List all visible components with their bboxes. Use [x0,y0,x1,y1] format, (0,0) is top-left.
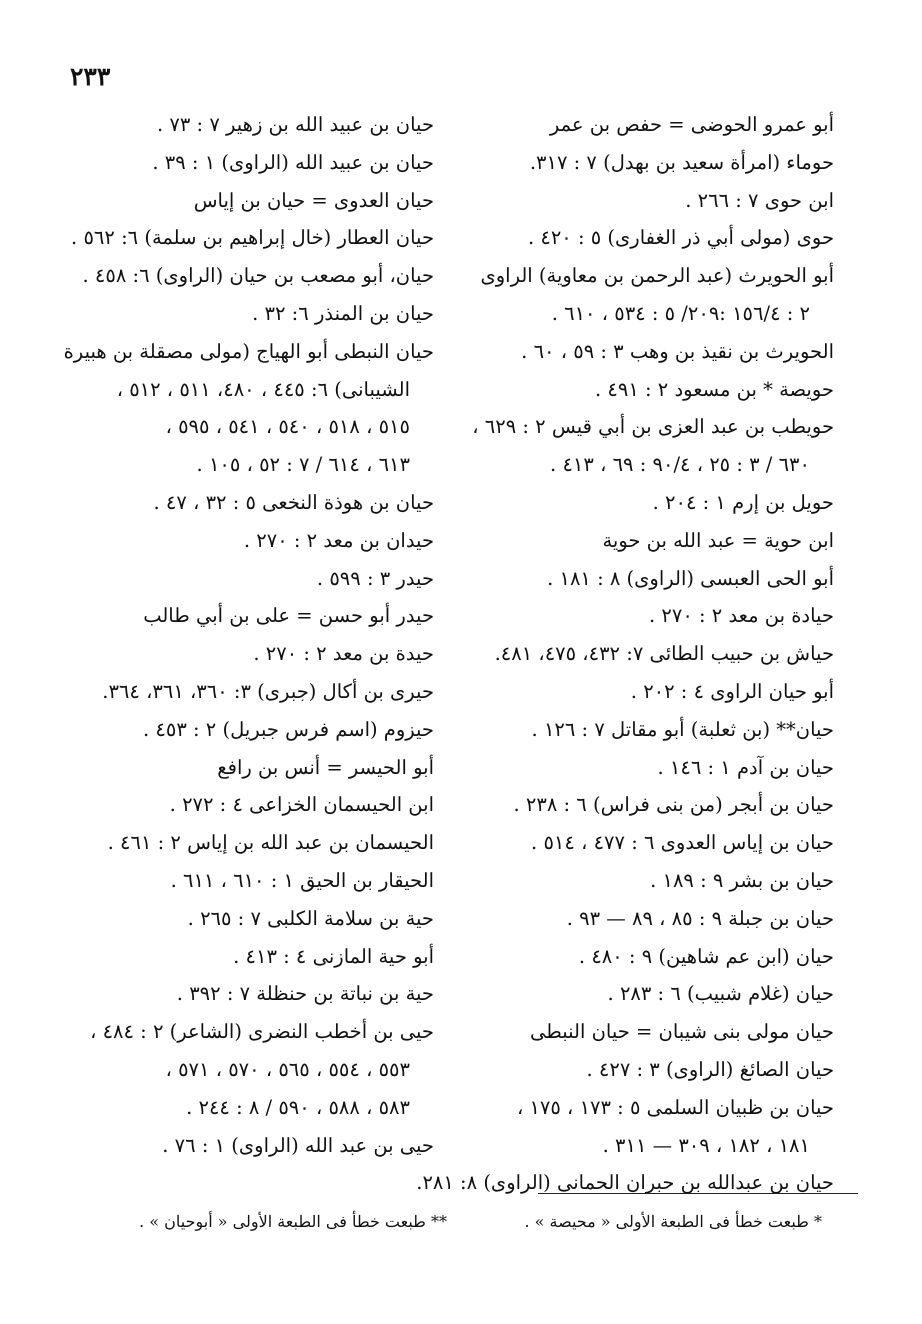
index-entry: أبو الحيسر = أنس بن رافع [217,755,434,779]
index-entry: حويصة * بن مسعود ٢ : ٤٩١ . [594,377,834,401]
index-entry-continuation: الشيبانى) ٦: ٤٤٥ ، ٤٨٠، ٥١١ ، ٥١٢ ، [116,377,410,401]
index-entry: حيان، أبو مصعب بن حيان (الراوى) ٦: ٤٥٨ . [82,264,434,288]
index-entry: حية بن سلامة الكلبى ٧ : ٢٦٥ . [187,906,434,930]
index-entry: حويطب بن عبد العزى بن أبي قيس ٢ : ٦٢٩ ، [472,415,834,439]
index-entry: حيان بن آدم ١ : ١٤٦ . [657,755,834,779]
index-entry: حيى بن عبد الله (الراوى) ١ : ٧٦ . [162,1133,434,1157]
footnote-divider [538,1193,858,1194]
index-entry: أبو حيان الراوى ٤ : ٢٠٢ . [630,679,834,703]
index-entry: حيادة بن معد ٢ : ٢٧٠ . [648,604,834,628]
index-entry: الحويرث بن نقيذ بن وهب ٣ : ٥٩ ، ٦٠ . [521,339,834,363]
index-entry: حيان بن بشر ٩ : ١٨٩ . [650,868,834,892]
index-entry: ابن الحيسمان الخزاعى ٤ : ٢٧٢ . [169,793,434,817]
index-entry: حيان بن عبيد الله (الراوى) ١ : ٣٩ . [152,150,434,174]
index-entry: أبو حية المازنى ٤ : ٤١٣ . [233,944,434,968]
index-entry: حيان النبطى أبو الهياج (مولى مصقلة بن هبيرة [63,339,434,363]
index-entry: حيان بن المنذر ٦: ٣٢ . [252,301,434,325]
index-entry: حيان الصائغ (الراوى) ٣ : ٤٢٧ . [586,1057,834,1081]
index-entry-continuation: ٢ : ١٥٦/٤ :٢٠٩/ ٥ : ٥٣٤ ، ٦١٠ . [551,301,810,325]
index-column-right [416,106,834,1202]
index-entry: حيان بن أبجر (من بنى فراس) ٦ : ٢٣٨ . [513,793,834,817]
index-entry: حيان بن عبيد الله بن زهير ٧ : ٧٣ . [157,113,434,136]
index-entry-continuation: ٥٨٣ ، ٥٨٨ ، ٥٩٠ / ٨ : ٢٤٤ . [186,1095,410,1119]
index-entry: حيدر ٣ : ٥٩٩ . [316,566,434,590]
index-entry-continuation: ٥١٥ ، ٥١٨ ، ٥٤٠ ، ٥٤١ ، ٥٩٥ ، [165,415,410,439]
index-entry: حيدة بن معد ٢ : ٢٧٠ . [253,642,434,666]
index-entry: أبو الحويرث (عبد الرحمن بن معاوية) الراوى [480,264,834,288]
index-entry: الحيقار بن الحيق ١ : ٦١٠ ، ٦١١ . [170,868,434,892]
index-entry: حيان (ابن عم شاهين) ٩ : ٤٨٠ . [578,944,834,968]
index-entry: حيان بن عبدالله بن حبران الحمانى (الراوى) ٨: ٢٨١. [416,1171,834,1195]
index-entry: حيان مولى بنى شيبان = حيان النبطى [530,1020,834,1044]
index-entry: حيان (غلام شبيب) ٦ : ٢٨٣ . [607,982,834,1006]
index-entry: حويل بن إرم ١ : ٢٠٤ . [652,490,834,514]
footnote-double-asterisk: ** طبعت خطأ فى الطبعة الأولى « أبوحيان » . [139,1212,447,1231]
index-entry: حيان بن جبلة ٩ : ٨٥ ، ٨٩ — ٩٣ . [566,906,834,930]
index-entry: حيان العدوى = حيان بن إياس [193,188,434,212]
index-entry-continuation: ١٨١ ، ١٨٢ ، ٣٠٩ — ٣١١ . [602,1133,810,1157]
index-entry: الحيسمان بن عبد الله بن إياس ٢ : ٤٦١ . [107,831,434,855]
index-entry: حيدر أبو حسن = على بن أبي طالب [143,604,434,628]
index-entry: حيان بن ظبيان السلمى ٥ : ١٧٣ ، ١٧٥ ، [516,1095,834,1119]
index-entry: أبو عمرو الحوضى = حفص بن عمر [549,113,834,136]
index-entry: حيزوم (اسم فرس جبريل) ٢ : ٤٥٣ . [143,717,434,741]
index-column-left [56,106,434,1164]
index-entry: ابن حوى ٧ : ٢٦٦ . [685,188,834,212]
index-entry-continuation: ٥٥٣ ، ٥٥٤ ، ٥٦٥ ، ٥٧٠ ، ٥٧١ ، [165,1057,410,1081]
index-entry: حيدان بن معد ٢ : ٢٧٠ . [243,528,434,552]
index-entry: حيرى بن أكال (جبرى) ٣: ٣٦٠، ٣٦١، ٣٦٤. [102,679,434,703]
index-entry: ابن حوية = عبد الله بن حوية [602,528,834,552]
index-entry: حية بن نباتة بن حنظلة ٧ : ٣٩٢ . [176,982,434,1006]
index-entry: حياش بن حبيب الطائى ٧: ٤٣٢، ٤٧٥، ٤٨١. [494,642,834,666]
index-entry: حيان العطار (خال إبراهيم بن سلمة) ٦: ٥٦٢ . [71,226,434,250]
index-entry: أبو الحى العبسى (الراوى) ٨ : ١٨١ . [547,566,834,590]
index-entry-continuation: ٦٣٠ / ٣ : ٢٥ ، ٩٠/٤ : ٦٩ ، ٤١٣ . [550,453,810,477]
index-entry: حيى بن أخطب النضرى (الشاعر) ٢ : ٤٨٤ ، [90,1020,434,1044]
index-entry: حوماء (امرأة سعيد بن بهدل) ٧ : ٣١٧. [529,150,834,174]
index-entry: حيان بن إياس العدوى ٦ : ٤٧٧ ، ٥١٤ . [531,831,834,855]
index-entry: حوى (مولى أبي ذر الغفارى) ٥ : ٤٢٠ . [527,226,834,250]
index-entry-continuation: ٦١٣ ، ٦١٤ / ٧ : ٥٢ ، ١٠٥ . [196,453,410,477]
page-number: ٢٣٣ [70,62,111,91]
footnote-single-asterisk: * طبعت خطأ فى الطبعة الأولى « محيصة » . [524,1212,822,1231]
index-entry: حيان** (بن ثعلبة) أبو مقاتل ٧ : ١٢٦ . [531,717,834,741]
index-entry: حيان بن هوذة النخعى ٥ : ٣٢ ، ٤٧ . [153,490,434,514]
